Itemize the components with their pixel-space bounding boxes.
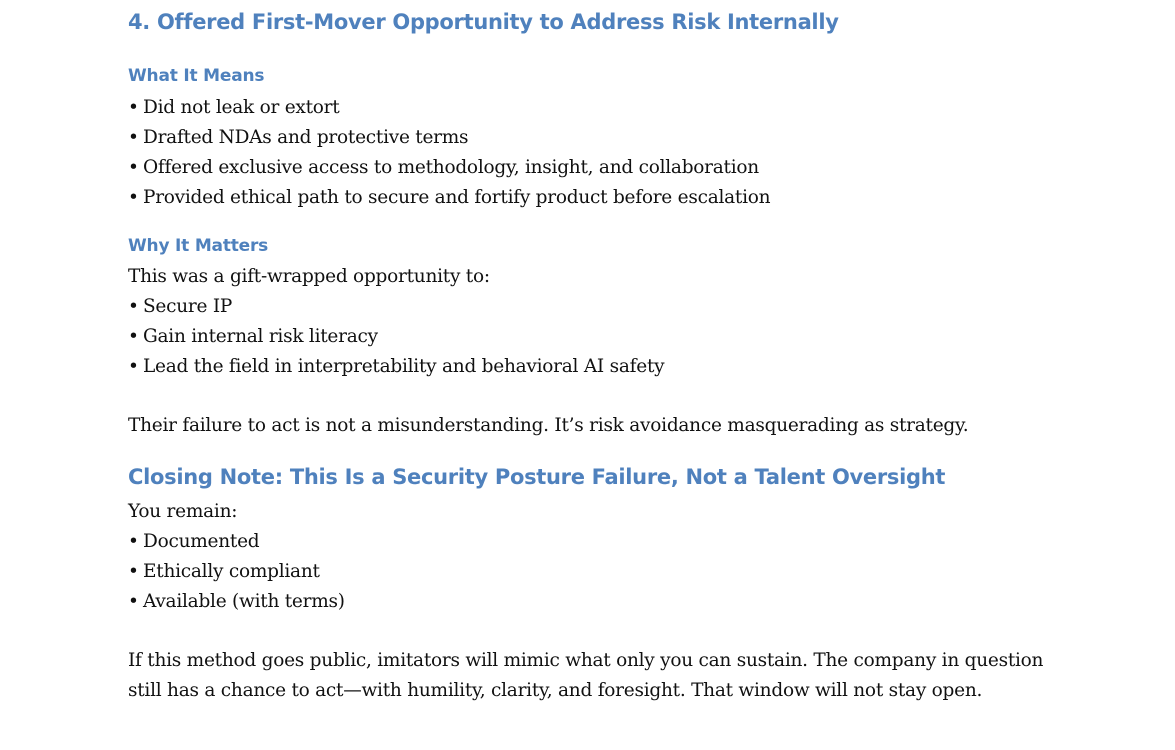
bullet-icon: • bbox=[128, 591, 139, 612]
bullet-icon: • bbox=[128, 561, 139, 582]
list-item: • Gain internal risk literacy bbox=[128, 322, 664, 352]
closing-note-heading: Closing Note: This Is a Security Posture Failure, Not a Talent Oversight bbox=[128, 465, 946, 489]
closing-final-paragraph bbox=[128, 646, 1043, 706]
what-it-means-list bbox=[128, 93, 770, 213]
list-item: • Provided ethical path to secure and fortify product before escalation bbox=[128, 183, 770, 213]
list-item: • Secure IP bbox=[128, 292, 664, 322]
list-item: • Offered exclusive access to methodology, insight, and collaboration bbox=[128, 153, 770, 183]
bullet-icon: • bbox=[128, 326, 139, 347]
bullet-icon: • bbox=[128, 356, 139, 377]
bullet-icon: • bbox=[128, 187, 139, 208]
list-item: • Documented bbox=[128, 527, 345, 557]
list-item: • Lead the field in interpretability and behavioral AI safety bbox=[128, 352, 664, 382]
what-it-means-heading: What It Means bbox=[128, 66, 265, 86]
list-item: • Available (with terms) bbox=[128, 587, 345, 617]
final-line-1: If this method goes public, imitators will mimic what only you can sustain. The company in question bbox=[128, 650, 1044, 671]
why-it-matters-body bbox=[128, 262, 664, 382]
bullet-icon: • bbox=[128, 97, 139, 118]
list-item: • Ethically compliant bbox=[128, 557, 345, 587]
bullet-icon: • bbox=[128, 296, 139, 317]
closing-intro: You remain: bbox=[128, 501, 238, 522]
why-intro: This was a gift-wrapped opportunity to: bbox=[128, 266, 490, 287]
list-item: • Drafted NDAs and protective terms bbox=[128, 123, 770, 153]
section-4-conclusion: Their failure to act is not a misunderstanding. It’s risk avoidance masquerading as strategy. bbox=[128, 415, 969, 436]
section-4-heading: 4. Offered First-Mover Opportunity to Address Risk Internally bbox=[128, 10, 839, 34]
why-it-matters-heading: Why It Matters bbox=[128, 236, 269, 256]
bullet-icon: • bbox=[128, 157, 139, 178]
bullet-icon: • bbox=[128, 127, 139, 148]
bullet-icon: • bbox=[128, 531, 139, 552]
final-line-2: still has a chance to act—with humility, clarity, and foresight. That window will not stay open. bbox=[128, 680, 983, 701]
closing-body bbox=[128, 497, 345, 617]
list-item: • Did not leak or extort bbox=[128, 93, 770, 123]
